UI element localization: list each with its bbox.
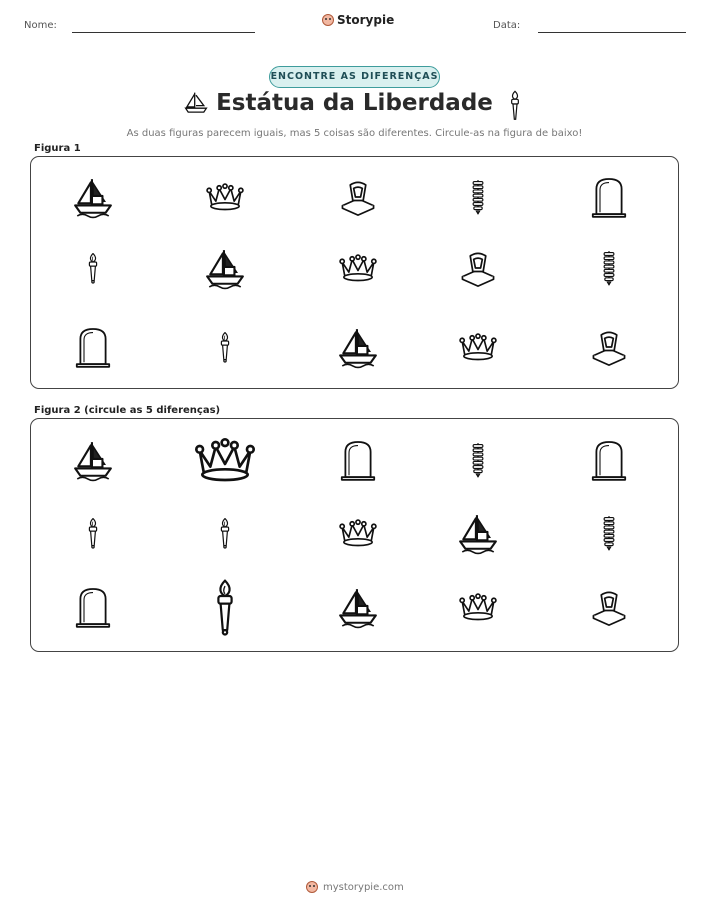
tablet-icon	[459, 248, 497, 288]
tombstone-icon[interactable]	[340, 438, 376, 482]
spine-icon[interactable]	[602, 510, 616, 556]
instructions: As duas figuras parecem iguais, mas 5 coisas são diferentes. Circule-as na figura de baixo!	[126, 128, 583, 139]
crown-icon[interactable]	[193, 434, 257, 486]
boat-icon[interactable]	[457, 510, 499, 556]
name-field[interactable]	[72, 32, 255, 33]
activity-badge: ENCONTRE AS DIFERENÇAS	[269, 66, 440, 88]
tombstone-icon	[75, 325, 111, 369]
figure-2-label: Figura 2 (circule as 5 diferenças)	[34, 405, 221, 416]
page-title: Estátua da Liberdade	[216, 90, 493, 116]
boat-icon	[337, 324, 379, 370]
name-label: Nome:	[24, 20, 57, 31]
tombstone-icon	[591, 175, 627, 219]
storypie-logo-icon	[306, 881, 318, 893]
torch-icon	[87, 244, 99, 292]
torch-icon	[219, 323, 231, 371]
spine-icon[interactable]	[471, 437, 485, 483]
crown-icon	[338, 253, 378, 283]
torch-icon	[508, 90, 522, 126]
torch-icon[interactable]	[87, 509, 99, 557]
tablet-icon[interactable]	[590, 587, 628, 627]
boat-icon	[204, 245, 246, 291]
brand-name: Storypie	[337, 13, 395, 27]
date-field[interactable]	[538, 32, 686, 33]
figure-1-label: Figura 1	[34, 143, 81, 154]
torch-icon[interactable]	[214, 574, 236, 640]
crown-icon	[205, 182, 245, 212]
crown-icon	[458, 332, 498, 362]
date-label: Data:	[493, 20, 521, 31]
tombstone-icon[interactable]	[591, 438, 627, 482]
spine-icon	[471, 174, 485, 220]
tablet-icon	[590, 327, 628, 367]
boat-icon	[72, 174, 114, 220]
crown-icon[interactable]	[338, 518, 378, 548]
boat-icon[interactable]	[337, 584, 379, 630]
tablet-icon	[339, 177, 377, 217]
spine-icon	[602, 245, 616, 291]
crown-icon[interactable]	[458, 592, 498, 622]
torch-icon[interactable]	[219, 509, 231, 557]
brand	[322, 13, 394, 27]
boat-icon[interactable]	[72, 437, 114, 483]
tombstone-icon[interactable]	[75, 585, 111, 629]
footer	[306, 881, 404, 893]
storypie-logo-icon	[322, 14, 334, 26]
footer-url: mystorypie.com	[323, 881, 404, 893]
